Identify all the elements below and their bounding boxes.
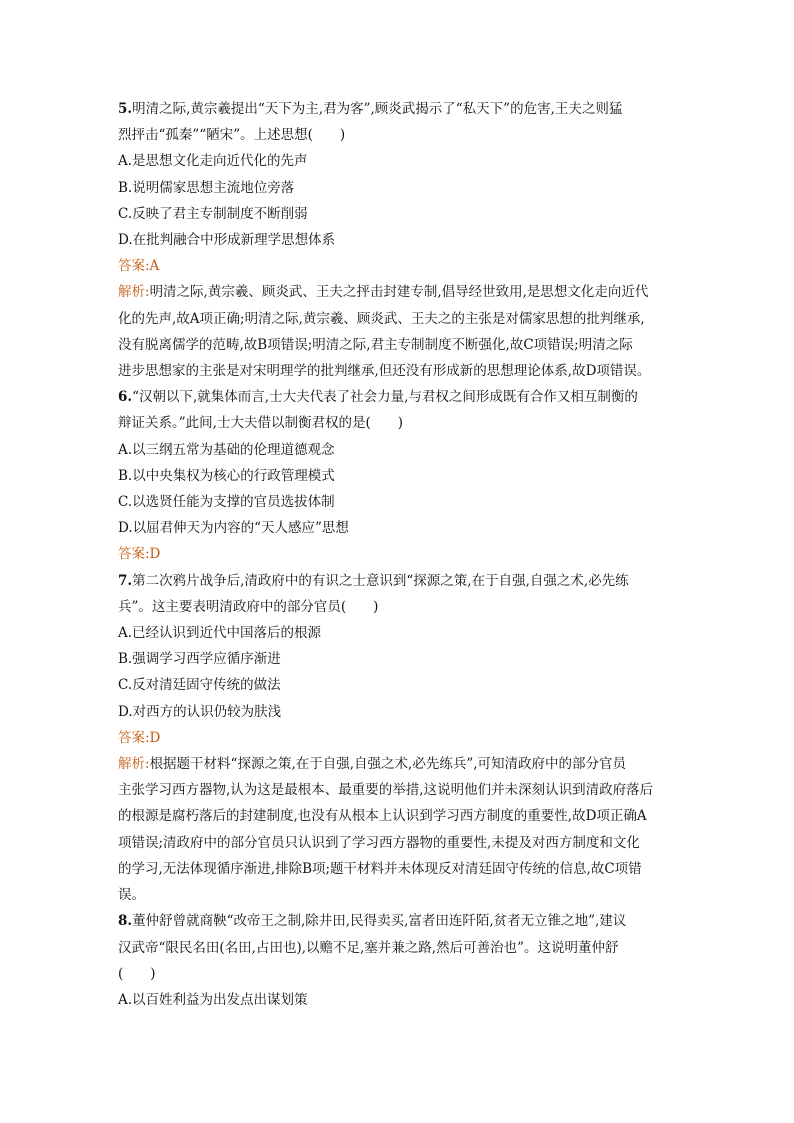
option-c: C.反映了君主专制制度不断削弱	[118, 205, 308, 222]
analysis-line: 进步思想家的主张是对宋明理学的批判继承,但还没有形成新的思想理论体系,故D项错误。	[118, 363, 651, 380]
analysis-line: 没有脱离儒学的范畴,故B项错误;明清之际,君主专制制度不断强化,故C项错误;明清之际	[118, 336, 633, 353]
answer: 答案:D	[118, 546, 161, 563]
analysis-label: 解析:	[118, 756, 150, 773]
analysis-line: 误。	[118, 887, 145, 904]
question-number: 8.	[118, 913, 133, 930]
document-page	[118, 96, 678, 1013]
question-stem-line: 7.第二次鸦片战争后,清政府中的有识之士意识到“探源之策,在于自强,自强之术,必先练	[118, 572, 629, 589]
analysis-line: 化的先声,故A项正确;明清之际,黄宗羲、顾炎武、王夫之的主张是对儒家思想的批判继承,	[118, 310, 645, 327]
analysis-line: 的学习,无法体现循序渐进,排除B项;题干材料并未体现反对清廷固守传统的信息,故C项错	[118, 860, 642, 877]
question-stem-line: ( )	[118, 965, 156, 982]
question-stem-line: 5.明清之际,黄宗羲提出“天下为主,君为客”,顾炎武揭示了“私天下”的危害,王夫之则猛	[118, 101, 623, 117]
analysis-line: 的根源是腐朽落后的封建制度,也没有从根本上认识到学习西方制度的重要性,故D项正确A	[118, 808, 647, 825]
option-c: C.以选贤任能为支撑的官员选拔体制	[118, 494, 335, 511]
question-7	[118, 568, 678, 909]
analysis-label: 解析:	[118, 284, 150, 301]
question-number: 5.	[118, 101, 133, 117]
analysis-line: 主张学习西方器物,认为这是最根本、最重要的举措,这说明他们并未深刻认识到清政府落后	[118, 782, 654, 799]
option-a: A.以三纲五常为基础的伦理道德观念	[118, 441, 335, 458]
question-stem-line: 兵”。这主要表明清政府中的部分官员( )	[118, 598, 379, 615]
option-d: D.对西方的认识仍较为肤浅	[118, 703, 282, 720]
option-a: A.已经认识到近代中国落后的根源	[118, 625, 322, 642]
option-c: C.反对清廷固守传统的做法	[118, 677, 281, 694]
analysis-line: 解析:明清之际,黄宗羲、顾炎武、王夫之抨击封建专制,倡导经世致用,是思想文化走向近代	[118, 284, 649, 301]
question-stem-line: 烈抨击“孤秦”“陋宋”。上述思想( )	[118, 127, 346, 144]
option-a: A.以百姓利益为出发点出谋划策	[118, 991, 308, 1008]
option-d: D.以屈君伸天为内容的“天人感应”思想	[118, 520, 349, 537]
question-number: 7.	[118, 572, 133, 589]
question-stem-line: 辩证关系。”此间,士大夫借以制衡君权的是( )	[118, 415, 403, 432]
analysis-line: 解析:根据题干材料“探源之策,在于自强,自强之术,必先练兵”,可知清政府中的部分官员	[118, 756, 627, 773]
question-stem-line: 6.“汉朝以下,就集体而言,士大夫代表了社会力量,与君权之间形成既有合作又相互制衡的	[118, 389, 638, 406]
question-5	[118, 96, 678, 384]
option-b: B.说明儒家思想主流地位旁落	[118, 179, 295, 196]
question-stem-line: 汉武帝“限民名田(名田,占田也),以赡不足,塞并兼之路,然后可善治也”。这说明董仲舒	[118, 939, 619, 956]
question-6	[118, 384, 678, 567]
question-8	[118, 908, 678, 1013]
option-b: B.以中央集权为核心的行政管理模式	[118, 467, 335, 484]
option-a: A.是思想文化走向近代化的先声	[118, 153, 308, 170]
option-b: B.强调学习西学应循序渐进	[118, 651, 281, 668]
answer: 答案:D	[118, 729, 161, 746]
question-stem-line: 8.董仲舒曾就商鞅“改帝王之制,除井田,民得卖买,富者田连阡陌,贫者无立锥之地”,建议	[118, 913, 627, 930]
option-d: D.在批判融合中形成新理学思想体系	[118, 232, 336, 249]
question-number: 6.	[118, 389, 133, 406]
analysis-line: 项错误;清政府中的部分官员只认识到了学习西方器物的重要性,未提及对西方制度和文化	[118, 834, 640, 851]
answer: 答案:A	[118, 258, 160, 275]
